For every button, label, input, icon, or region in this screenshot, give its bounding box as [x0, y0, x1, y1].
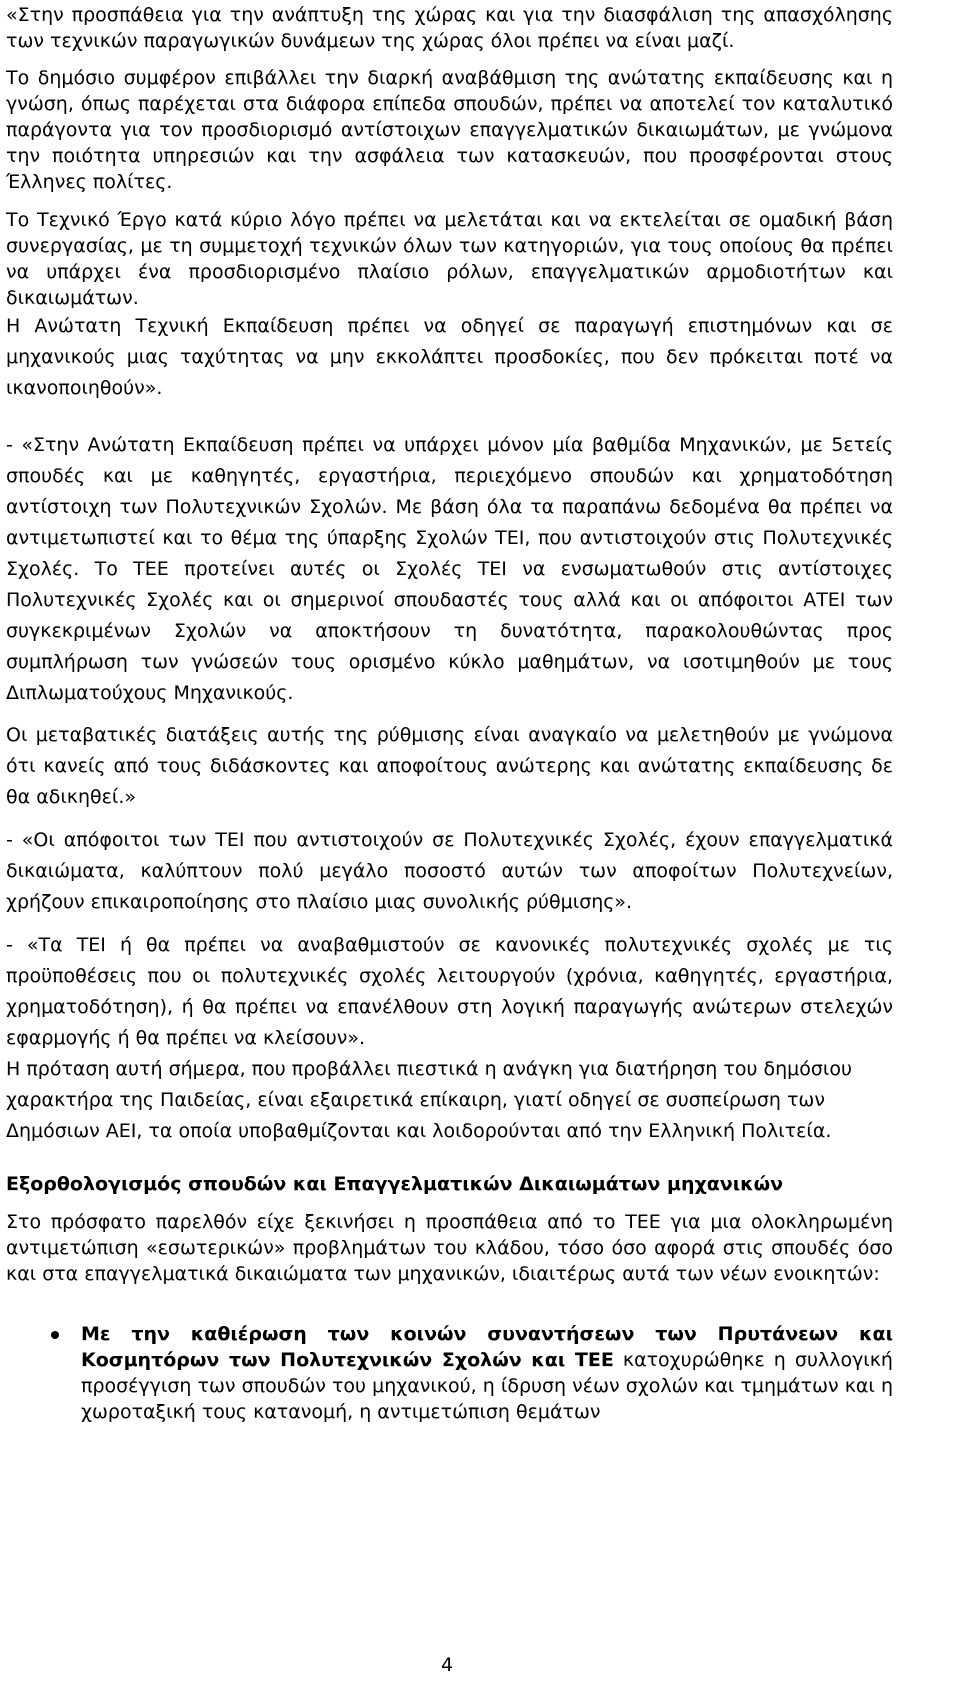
single-engineer-level-paragraph: - «Στην Ανώτατη Εκπαίδευση πρέπει να υπάρχει μόνον μία βαθμίδα Μηχανικών, με 5ετείς σπουδές και με καθηγητές, εργαστήρια, περιεχόμενο σπουδών και χρηματοδότηση αντίστοιχη των Πολυτεχνικών Σχολών. Με βάση όλα τα παραπάνω δεδομένα θα πρέπει να αντιμετωπιστεί και το θέμα της ύπαρξης Σχολών ΤΕΙ, που αντιστοιχούν στις Πολυτεχνικές Σχολές. Το ΤΕΕ προτείνει αυτές οι Σχολές ΤΕΙ να ενσωματωθούν στις αντίστοιχες Πολυτεχνικές Σχολές και οι σημερινοί σπουδαστές τους αλλά και οι απόφοιτοι ΑΤΕΙ των συγκεκριμένων Σχολών να αποκτήσουν τη δυνατότητα, παρακολουθώντας προς συμπλήρωση των γνώσεών τους ορισμένο κύκλο μαθημάτων, να ισοτιμηθούν με τους Διπλωματούχους Μηχανικούς.: [6, 434, 893, 704]
document-page: [6, 0, 893, 1425]
public-interest-paragraph: Το δημόσιο συμφέρον επιβάλλει την διαρκή αναβάθμιση της ανώτατης εκπαίδευσης και η γνώση, όπως παρέχεται στα διάφορα επίπεδα σπουδών, πρέπει να αποτελεί τον καταλυτικό παράγοντα για τον προσδιορισμό αντίστοιχων επαγγελματικών δικαιωμάτων, με γνώμονα την ποιότητα υπηρεσιών και την ασφάλεια των κατασκευών, που προσφέρονται στους Έλληνες πολίτες.: [6, 67, 893, 193]
section-heading: Εξορθολογισμός σπουδών και Επαγγελματικών Δικαιωμάτων μηχανικών: [6, 1173, 784, 1195]
intro-quote-paragraph: «Στην προσπάθεια για την ανάπτυξη της χώρας και για την διασφάλιση της απασχόλησης των τεχνικών παραγωγικών δυνάμεων της χώρας όλοι πρέπει να είναι μαζί.: [6, 4, 893, 52]
technical-work-paragraph: Το Τεχνικό Έργο κατά κύριο λόγο πρέπει να μελετάται και να εκτελείται σε ομαδική βάση συνεργασίας, με τη συμμετοχή τεχνικών όλων των κατηγοριών, για τους οποίους θα πρέπει να υπάρχει ένα προσδιορισμένο πλαίσιο ρόλων, επαγγελματικών αρμοδιοτήτων και δικαιωμάτων.: [6, 209, 893, 309]
proposal-paragraph: Η πρόταση αυτή σήμερα, που προβάλλει πιεστικά η ανάγκη για διατήρηση του δημόσιου χαρακτήρα της Παιδείας, είναι εξαιρετικά επίκαιρη, γιατί οδηγεί σε συσπείρωση των Δημόσιων ΑΕΙ, τα οποία υποβαθμίζονται και λοιδορούνται από την Ελληνική Πολιτεία.: [6, 1058, 852, 1142]
page-number: 4: [440, 1654, 454, 1676]
list-item: [6, 1321, 893, 1425]
transitional-provisions-paragraph: Οι μεταβατικές διατάξεις αυτής της ρύθμισης είναι αναγκαίο να μελετηθούν με γνώμονα ότι κανείς από τους διδάσκοντες και αποφοίτους ανώτερης και ανώτατης εκπαίδευσης δε θα αδικηθεί.»: [6, 724, 893, 808]
higher-tech-education-paragraph: Η Ανώτατη Τεχνική Εκπαίδευση πρέπει να οδηγεί σε παραγωγή επιστημόνων και σε μηχανικούς μιας ταχύτητας να μην εκκολάπτει προσδοκίες, που δεν πρόκειται ποτέ να ικανοποιηθούν».: [6, 315, 893, 399]
bullet-icon: [51, 1331, 59, 1339]
tei-graduates-paragraph: - «Οι απόφοιτοι των ΤΕΙ που αντιστοιχούν σε Πολυτεχνικές Σχολές, έχουν επαγγελματικά δικαιώματα, καλύπτουν πολύ μεγάλο ποσοστό αυτών των αποφοίτων Πολυτεχνείων, χρήζουν επικαιροποίησης στο πλαίσιο μιας συνολικής ρύθμισης».: [6, 829, 893, 913]
bullet-text: κατοχυρώθηκε η συλλογική προσέγγιση των σπουδών του μηχανικού, η ίδρυση νέων σχολών και τμημάτων και η χωροταξική τους κατανομή, η αντιμετώπιση θεμάτων: [81, 1349, 893, 1423]
bullet-bold-text: Με την καθιέρωση των κοινών συναντήσεων των Πρυτάνεων και Κοσμητόρων των Πολυτεχνικών Σχολών και ΤΕΕ: [81, 1323, 893, 1371]
bullet-list: [6, 1321, 893, 1425]
tei-upgrade-paragraph: - «Τα ΤΕΙ ή θα πρέπει να αναβαθμιστούν σε κανονικές πολυτεχνικές σχολές με τις προϋποθέσεις που οι πολυτεχνικές σχολές λειτουργούν (χρόνια, καθηγητές, εργαστήρια, χρηματοδότηση), ή θα πρέπει να επανέλθουν στη λογική παραγωγής ανώτερων στελεχών εφαρμογής ή θα πρέπει να κλείσουν».: [6, 934, 893, 1049]
recent-past-paragraph: Στο πρόσφατο παρελθόν είχε ξεκινήσει η προσπάθεια από το ΤΕΕ για μια ολοκληρωμένη αντιμετώπιση «εσωτερικών» προβλημάτων του κλάδου, τόσο όσο αφορά στις σπουδές όσο και στα επαγγελματικά δικαιώματα των μηχανικών, ιδιαιτέρως αυτά των νέων ενοικητών:: [6, 1211, 893, 1285]
